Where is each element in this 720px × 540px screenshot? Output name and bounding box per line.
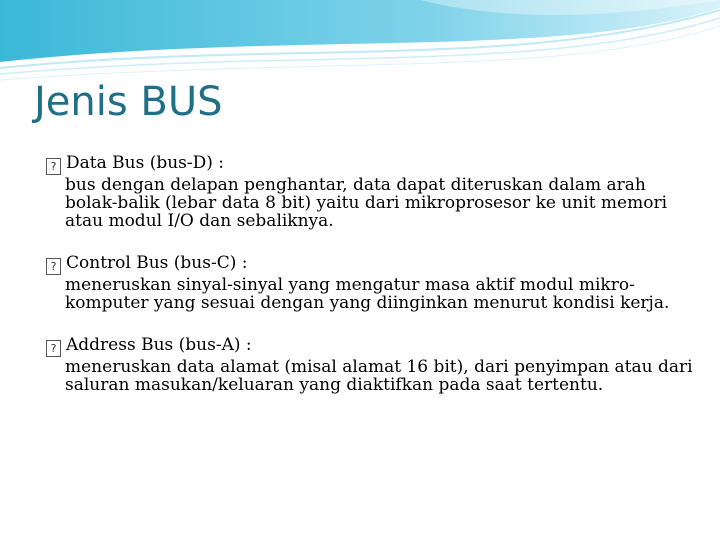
list-item (46, 250, 696, 312)
item-body: bus dengan delapan penghantar, data dapat diteruskan dalam arah bolak-balik (lebar data 8 bit) yaitu dari mikroprosesor ke unit memori atau modul I/O dan sebaliknya. (65, 175, 668, 231)
item-heading: Address Bus (bus-A) : (66, 335, 252, 355)
item-heading: Control Bus (bus-C) : (66, 253, 248, 273)
list-item (46, 332, 696, 394)
bullet-icon: ? (46, 258, 61, 275)
bullet-icon: ? (46, 340, 61, 357)
bullet-list (46, 150, 696, 414)
bullet-icon: ? (46, 158, 61, 175)
item-body: meneruskan sinyal-sinyal yang mengatur masa aktif modul mikro-komputer yang sesuai dengan yang diinginkan menurut kondisi kerja. (65, 275, 670, 313)
item-body: meneruskan data alamat (misal alamat 16 bit), dari penyimpan atau dari saluran masukan/keluaran yang diaktifkan pada saat tertentu. (65, 357, 693, 395)
slide-title: Jenis BUS (34, 79, 223, 125)
item-heading: Data Bus (bus-D) : (66, 153, 225, 173)
list-item (46, 150, 696, 230)
